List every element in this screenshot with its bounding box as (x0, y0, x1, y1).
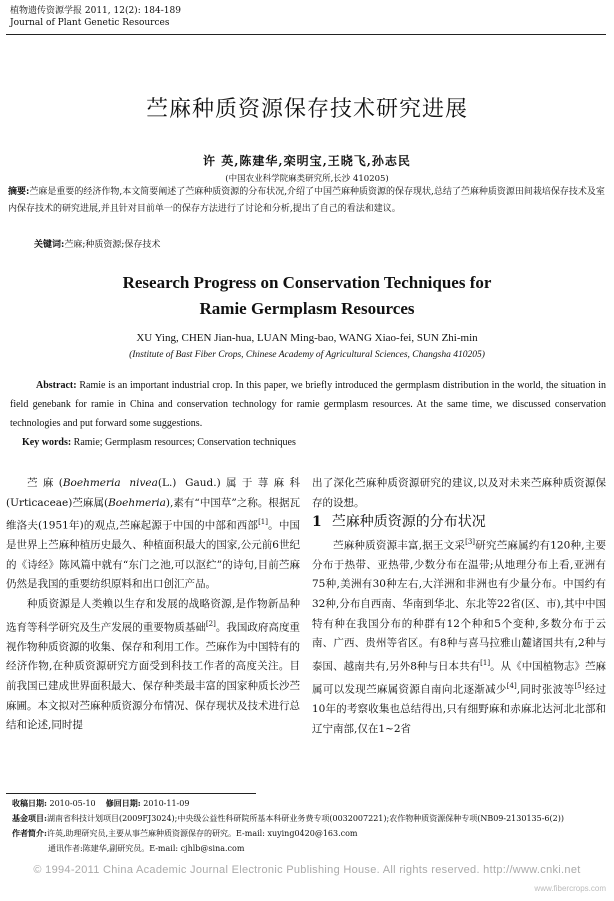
author-info: 作者简介:许英,助理研究员,主要从事苎麻种质资源保存的研究。E-mail: xuying0420@163.com (12, 828, 358, 838)
citation[interactable]: [3] (465, 537, 476, 546)
received-date: 收稿日期: 2010-05-10 修回日期: 2010-11-09 (12, 798, 190, 808)
body-left-column (6, 474, 300, 736)
section-number: 1 (312, 514, 322, 531)
authors-en: XU Ying, CHEN Jian-hua, LUAN Ming-bao, WANG Xiao-fei, SUN Zhi-min (136, 332, 478, 344)
keywords-cn-text: 苎麻;种质资源;保存技术 (64, 240, 161, 250)
body-paragraph: 苎麻(Boehmeria nivea(L.) Gaud.)属于荨麻科(Urticaceae)苎麻属(Boehmeria),素有“中国草”之称。根据瓦维洛夫(1951年)的观点,苎麻起源于中国的中部和西部[1]。中国是世界上苎麻种植历史最久、种植面积最大的国家,公元前6世纪的《诗经》陈风篇中就有“东门之池,可以沤纻”的诗句,目前苎麻仍然是我国的重要纺织原料和出口创汇产品。 (6, 477, 300, 591)
abstract-en (10, 376, 606, 452)
keywords-en-label: Key words: (22, 437, 72, 448)
abstract-en-label: Abstract: (36, 380, 77, 391)
header-rule (6, 34, 606, 35)
abstract-en-text: Ramie is an important industrial crop. In this paper, we briefly introduced the germplasm distribution in the world, the situation in field genebank for ramie in China and conservation technology for ramie germplasm resources. At the same time, we discussed conservation technologies and put forward some suggestions. (10, 380, 607, 429)
section-heading (312, 513, 606, 533)
keywords-cn-label: 关键词: (34, 240, 65, 250)
footnote-rule (6, 793, 256, 794)
footnotes (12, 796, 602, 856)
citation[interactable]: [1] (480, 658, 491, 667)
title-en-line1: Research Progress on Conservation Techniques for (122, 273, 492, 292)
citation[interactable]: [4] (506, 681, 517, 690)
title-en (0, 270, 614, 322)
authors-cn: 许 英,陈建华,栾明宝,王晓飞,孙志民 (203, 154, 411, 168)
abstract-cn (8, 184, 606, 218)
keywords-cn (34, 237, 160, 250)
genus-name: Boehmeria (108, 496, 166, 509)
affiliation-cn: (中国农业科学院麻类研究所,长沙 410205) (225, 174, 389, 184)
keywords-en-text: Ramie; Germplasm resources; Conservation techniques (73, 437, 296, 448)
journal-header-cn: 植物遗传资源学报 2011, 12(2): 184-189 (10, 6, 181, 16)
body-paragraph: 种质资源是人类赖以生存和发展的战略资源,是作物新品种选育等科学研究及生产发展的重要物质基础[2]。我国政府高度重视作物种质资源的收集、保存和利用工作。苎麻作为中国特有的经济作物,在种质资源研究方面受到科技工作者的高度关注。目前我国已建成世界面积最大、保存种类最丰富的国家种质长沙苎麻圃。本文拟对苎麻种质资源分布情况、保存现状及技术进行总结和论述,同时提 (6, 598, 300, 732)
citation[interactable]: [1] (258, 518, 268, 527)
body-paragraph-continued: 出了深化苎麻种质资源研究的建议,以及对未来苎麻种质资源保存的设想。 (312, 477, 606, 509)
species-name: Boehmeria nivea (62, 477, 158, 489)
corresponding-author: 通讯作者:陈建华,副研究员。E-mail: cjhlb@sina.com (48, 844, 245, 853)
copyright-watermark: © 1994-2011 China Academic Journal Electronic Publishing House. All rights reserved. http://www.cnki.net (33, 864, 581, 876)
site-watermark: www.fibercrops.com (534, 884, 606, 893)
section-title: 苎麻种质资源的分布状况 (331, 514, 486, 531)
body-paragraph: 苎麻种质资源丰富,据王文采[3]研究苎麻属约有120种,主要分布于热带、亚热带,少数分布在温带;从地理分布上看,亚洲有75种,美洲有30种左右,大洋洲和非洲也有少量分布。中国约有32种,分布自西南、华南到华北、东北等22省(区、市),其中中国特有种在我国分布的种群有12个种和5个变种,多数分布于云南、广西、贵州等省区。有8种与喜马拉雅山麓诸国共有,2种与泰国、越南共有,另外8种与日本共有[1]。从《中国植物志》苎麻属可以发现苎麻属资源自南向北逐渐减少[4],同时张波等[5]经过10年的考察收集也总结得出,只有细野麻和赤麻北达河北北部和辽宁南部,仅在1~2省 (312, 537, 607, 735)
body-right-column (312, 474, 606, 739)
title-cn: 苎麻种质资源保存技术研究进展 (145, 97, 468, 122)
title-en-line2: Ramie Germplasm Resources (199, 299, 415, 318)
citation[interactable]: [5] (574, 681, 585, 690)
abstract-cn-label: 摘要: (8, 187, 30, 197)
fund-info: 基金项目:湖南省科技计划项目(2009FJ3024);中央级公益性科研院所基本科研业务费专项(0032007221);农作物种质资源保种专项(NB09-2130135-6(2)) (12, 813, 564, 823)
citation[interactable]: [2] (205, 619, 216, 628)
abstract-cn-text: 苎麻是重要的经济作物,本文简要阐述了苎麻种质资源的分布状况,介绍了中国苎麻种质资源的保存现状,总结了苎麻种质资源田间栽培保存技术及室内保存技术的研究进展,并且针对目前单一的保存方法进行了讨论和分析,提出了自己的看法和建议。 (8, 187, 605, 214)
journal-header-en: Journal of Plant Genetic Resources (10, 18, 170, 28)
affiliation-en: (Institute of Bast Fiber Crops, Chinese Academy of Agricultural Sciences, Changsha 410205) (129, 350, 485, 360)
